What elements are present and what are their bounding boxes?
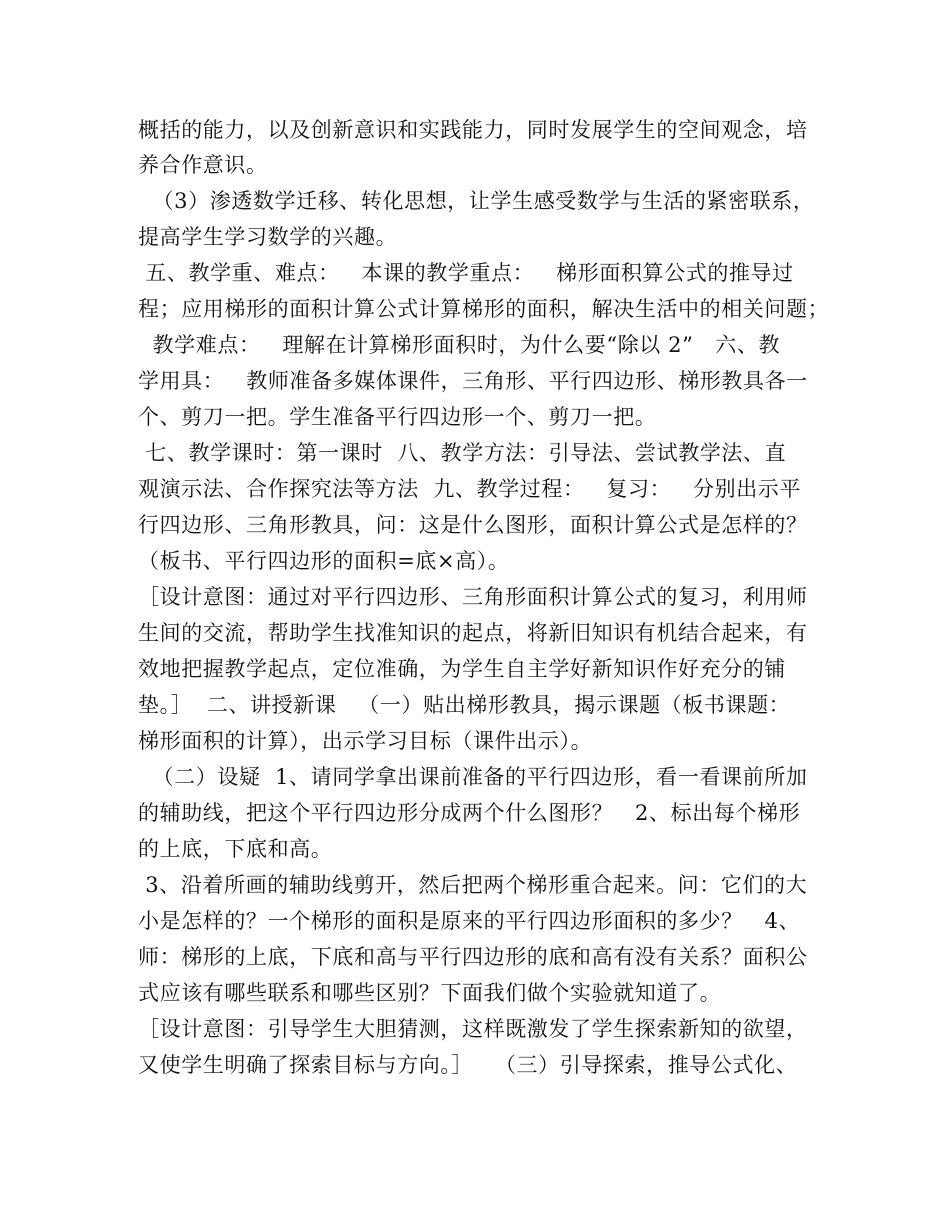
text-line: 概括的能力，以及创新意识和实践能力，同时发展学生的空间观念，培	[138, 118, 808, 142]
text-line: 养合作意识。	[138, 153, 268, 177]
text-line: 的辅助线，把这个平行四边形分成两个什么图形？ 2、标出每个梯形	[138, 801, 801, 825]
text-line: 式应该有哪些联系和哪些区别？下面我们做个实验就知道了。	[138, 981, 722, 1005]
text-line: 教学难点： 理解在计算梯形面积时，为什么要“除以 2” 六、教	[138, 333, 781, 357]
text-line: （3）渗透数学迁移、转化思想，让学生感受数学与生活的紧密联系，	[138, 189, 815, 213]
text-line: 垫。］ 二、讲授新课 （一）贴出梯形教具，揭示课题（板书课题：	[138, 693, 791, 717]
text-line: 小是怎样的？一个梯形的面积是原来的平行四边形面积的多少？ 4、	[138, 909, 801, 933]
text-line: （二）设疑 1、请同学拿出课前准备的平行四边形，看一看课前所加	[138, 765, 808, 789]
text-line: ［设计意图：引导学生大胆猜测，这样既激发了学生探索新知的欲望，	[138, 1017, 808, 1041]
text-line: 效地把握教学起点，定位准确，为学生自主学好新知识作好充分的铺	[138, 657, 786, 681]
text-line: 3、沿着所画的辅助线剪开，然后把两个梯形重合起来。问：它们的大	[138, 873, 808, 897]
text-line: （板书、平行四边形的面积=底×高）。	[138, 549, 510, 573]
text-line: 生间的交流，帮助学生找准知识的起点，将新旧知识有机结合起来，有	[138, 621, 808, 645]
text-line: 提高学生学习数学的兴趣。	[138, 225, 398, 249]
text-line: 行四边形、三角形教具，问：这是什么图形，面积计算公式是怎样的？	[138, 513, 808, 537]
text-line: 梯形面积的计算），出示学习目标（课件出示）。	[138, 729, 593, 753]
text-line: 观演示法、合作探究法等方法 九、教学过程： 复习： 分别出示平	[138, 477, 801, 501]
text-line: 又使学生明确了探索目标与方向。］ （三）引导探索，推导公式化、	[138, 1053, 798, 1077]
text-line: 个、剪刀一把。学生准备平行四边形一个、剪刀一把。	[138, 405, 657, 429]
text-line: ［设计意图：通过对平行四边形、三角形面积计算公式的复习，利用师	[138, 585, 808, 609]
text-line: 程；应用梯形的面积计算公式计算梯形的面积，解决生活中的相关问题；	[138, 297, 830, 321]
text-line: 学用具： 教师准备多媒体课件，三角形、平行四边形、梯形教具各一	[138, 369, 808, 393]
text-line: 七、教学课时：第一课时 八、教学方法：引导法、尝试教学法、直	[138, 441, 787, 465]
text-line: 五、教学重、难点： 本课的教学重点： 梯形面积算公式的推导过	[138, 261, 794, 285]
text-line: 的上底，下底和高。	[138, 837, 333, 861]
text-line: 师：梯形的上底，下底和高与平行四边形的底和高有没有关系？面积公	[138, 945, 808, 969]
